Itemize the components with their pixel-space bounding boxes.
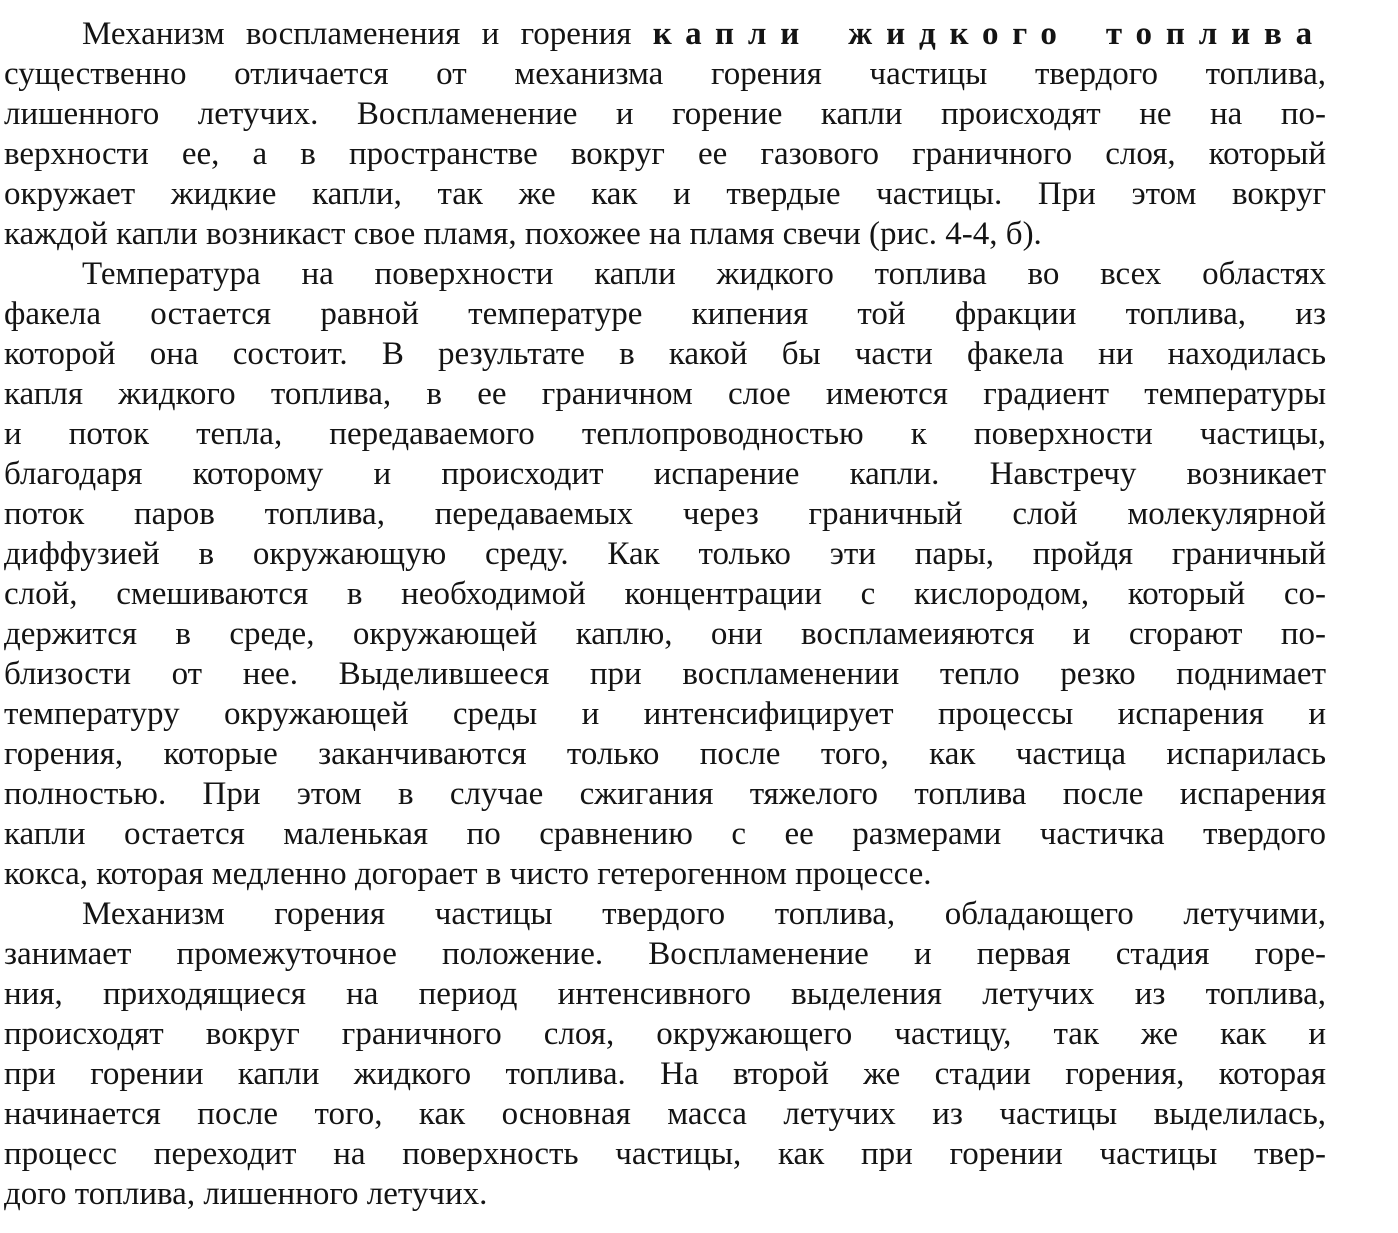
text-line: температуру окружающей среды и интенсифицирует процессы испарения и <box>4 696 1326 732</box>
text-line: начинается после того, как основная масса летучих из частицы выделилась, <box>4 1096 1326 1132</box>
text-line: существенно отличается от механизма горения частицы твердого топлива, <box>4 56 1326 92</box>
text-line: капли остается маленькая по сравнению с ее размерами частичка твердого <box>4 816 1326 852</box>
text-line <box>4 14 1326 54</box>
text-line: капля жидкого топлива, в ее граничном слое имеются градиент температуры <box>4 376 1326 412</box>
paragraph-3 <box>4 894 1326 1214</box>
text-line: занимает промежуточное положение. Воспламенение и первая стадия горе- <box>4 936 1326 972</box>
text-line: верхности ее, а в пространстве вокруг ее газового граничного слоя, который <box>4 136 1326 172</box>
text-line: полностью. При этом в случае сжигания тяжелого топлива после испарения <box>4 776 1326 812</box>
text-line: лишенного летучих. Воспламенение и горение капли происходят не на по- <box>4 96 1326 132</box>
text-line: каждой капли возникаст свое пламя, похожее на пламя свечи (рис. 4-4, б). <box>4 216 1042 252</box>
text-line: слой, смешиваются в необходимой концентрации с кислородом, который со- <box>4 576 1326 612</box>
emphasized-term: капли жидкого топлива <box>652 16 1326 52</box>
text-line: держится в среде, окружающей каплю, они воспламеияются и сгорают по- <box>4 616 1326 652</box>
text-line: окружает жидкие капли, так же как и твердые частицы. При этом вокруг <box>4 176 1326 212</box>
text-line: кокса, которая медленно догорает в чисто гетерогенном процессе. <box>4 856 932 892</box>
text-line: факела остается равной температуре кипения той фракции топлива, из <box>4 296 1326 332</box>
text-line-lead: Механизм воспламенения и горения <box>82 16 653 52</box>
text-line: которой она состоит. В результате в какой бы части факела ни находилась <box>4 336 1326 372</box>
text-line: ния, приходящиеся на период интенсивного выделения летучих из топлива, <box>4 976 1326 1012</box>
text-line: горения, которые заканчиваются только после того, как частица испарилась <box>4 736 1326 772</box>
text-line: близости от нее. Выделившееся при воспламенении тепло резко поднимает <box>4 656 1326 692</box>
text-line: процесс переходит на поверхность частицы, как при горении частицы твер- <box>4 1136 1326 1172</box>
text-line: при горении капли жидкого топлива. На второй же стадии горения, которая <box>4 1056 1326 1092</box>
paragraph-1 <box>4 14 1326 254</box>
paragraph-2 <box>4 254 1326 894</box>
text-line: Механизм горения частицы твердого топлива, обладающего летучими, <box>82 896 1326 932</box>
text-line: и поток тепла, передаваемого теплопроводностью к поверхности частицы, <box>4 416 1326 452</box>
text-line: Температура на поверхности капли жидкого топлива во всех областях <box>82 256 1326 292</box>
text-line: происходят вокруг граничного слоя, окружающего частицу, так же как и <box>4 1016 1326 1052</box>
text-line: дого топлива, лишенного летучих. <box>4 1176 488 1212</box>
text-line: диффузией в окружающую среду. Как только эти пары, пройдя граничный <box>4 536 1326 572</box>
document-page <box>4 14 1326 1214</box>
text-line: благодаря которому и происходит испарение капли. Навстречу возникает <box>4 456 1326 492</box>
text-line: поток паров топлива, передаваемых через граничный слой молекулярной <box>4 496 1326 532</box>
